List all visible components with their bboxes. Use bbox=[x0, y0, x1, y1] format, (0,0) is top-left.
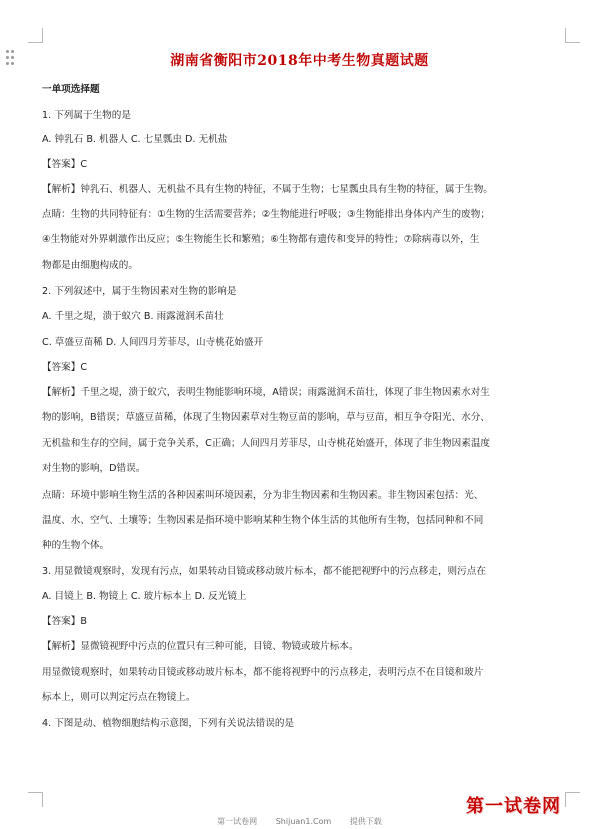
crop-mark-bottom-right bbox=[565, 792, 580, 807]
note-1-line-3: 物都是由细胞构成的。 bbox=[42, 260, 138, 271]
question-3-options: A. 目镜上 B. 物镜上 C. 玻片标本上 D. 反光镜上 bbox=[42, 591, 247, 602]
analysis-3-line-2: 用显微镜观察时，如果转动目镜或移动玻片标本，都不能将视野中的污点移走，表明污点不在目镜和玻片 bbox=[42, 667, 484, 678]
crop-mark-bottom-left bbox=[28, 792, 43, 807]
note-2-line-2: 温度、水、空气、土壤等；生物因素是指环境中影响某种生物个体生活的其他所有生物，包括同种和不同 bbox=[42, 515, 484, 526]
section-heading: 一单项选择题 bbox=[42, 84, 100, 95]
note-1-line-1: 点睛：生物的共同特征有：①生物的生活需要营养；②生物能进行呼吸；③生物能排出身体内产生的废物； bbox=[42, 209, 490, 220]
question-3: 3. 用显微镜观察时，发现有污点，如果转动目镜或移动玻片标本，都不能把视野中的污点移走，则污点在 bbox=[42, 566, 486, 577]
analysis-2-line-3: 无机盐和生存的空间，属于竞争关系，C正确；人间四月芳菲尽，山寺桃花始盛开，体现了非生物因素温度 bbox=[42, 438, 491, 449]
answer-3: 【答案】B bbox=[42, 616, 87, 627]
document-title: 湖南省衡阳市2018年中考生物真题试题 bbox=[170, 53, 429, 69]
analysis-2-line-2: 物的影响，B错误；草盛豆苗稀，体现了生物因素草对生物豆苗的影响，草与豆苗，相互争夺阳光、水分、 bbox=[42, 412, 490, 423]
question-4: 4. 下图是动、植物细胞结构示意图，下列有关说法错误的是 bbox=[42, 718, 295, 729]
note-2-line-1: 点睛：环境中影响生物生活的各种因素叫环境因素，分为非生物因素和生物因素。非生物因素包括：光、 bbox=[42, 490, 484, 501]
note-1-line-2: ④生物能对外界刺激作出反应；⑤生物能生长和繁殖；⑥生物都有遗传和变异的特性；⑦除病毒以外，生 bbox=[42, 234, 480, 245]
crop-mark-top-left bbox=[28, 28, 43, 43]
note-2-line-3: 种的生物个体。 bbox=[42, 540, 110, 551]
question-1: 1. 下列属于生物的是 bbox=[42, 110, 131, 121]
question-2: 2. 下列叙述中，属于生物因素对生物的影响是 bbox=[42, 286, 237, 297]
answer-1: 【答案】C bbox=[42, 159, 88, 170]
footer-download-text: 提供下载 bbox=[349, 817, 382, 826]
footer-site-name: 第一试卷网 bbox=[217, 817, 258, 826]
crop-mark-top-right bbox=[565, 28, 580, 43]
analysis-2-line-4: 对生物的影响，D错误。 bbox=[42, 463, 146, 474]
analysis-2-line-1: 【解析】千里之堤，溃于蚁穴，表明生物能影响环境，A错误；雨露滋润禾苗壮，体现了非生物因素水对生 bbox=[42, 387, 490, 398]
question-2-options-cd: C. 草盛豆苗稀 D. 人间四月芳菲尽，山寺桃花始盛开 bbox=[42, 337, 264, 348]
analysis-3-line-1: 【解析】显微镜视野中污点的位置只有三种可能，目镜、物镜或玻片标本。 bbox=[42, 641, 359, 652]
analysis-3-line-3: 标本上，则可以判定污点在物镜上。 bbox=[42, 692, 196, 703]
footer-site-domain[interactable]: Shijuan1.Com bbox=[275, 817, 332, 826]
question-1-options: A. 钟乳石 B. 机器人 C. 七星瓢虫 D. 无机盐 bbox=[42, 134, 228, 145]
question-2-options-ab: A. 千里之堤，溃于蚁穴 B. 雨露滋润禾苗壮 bbox=[42, 311, 224, 322]
answer-2: 【答案】C bbox=[42, 362, 88, 373]
analysis-1: 【解析】钟乳石、机器人、无机盐不具有生物的特征，不属于生物；七星瓢虫具有生物的特征，属于生物。 bbox=[42, 184, 493, 195]
watermark-logo: 第一试卷网 bbox=[466, 796, 561, 817]
